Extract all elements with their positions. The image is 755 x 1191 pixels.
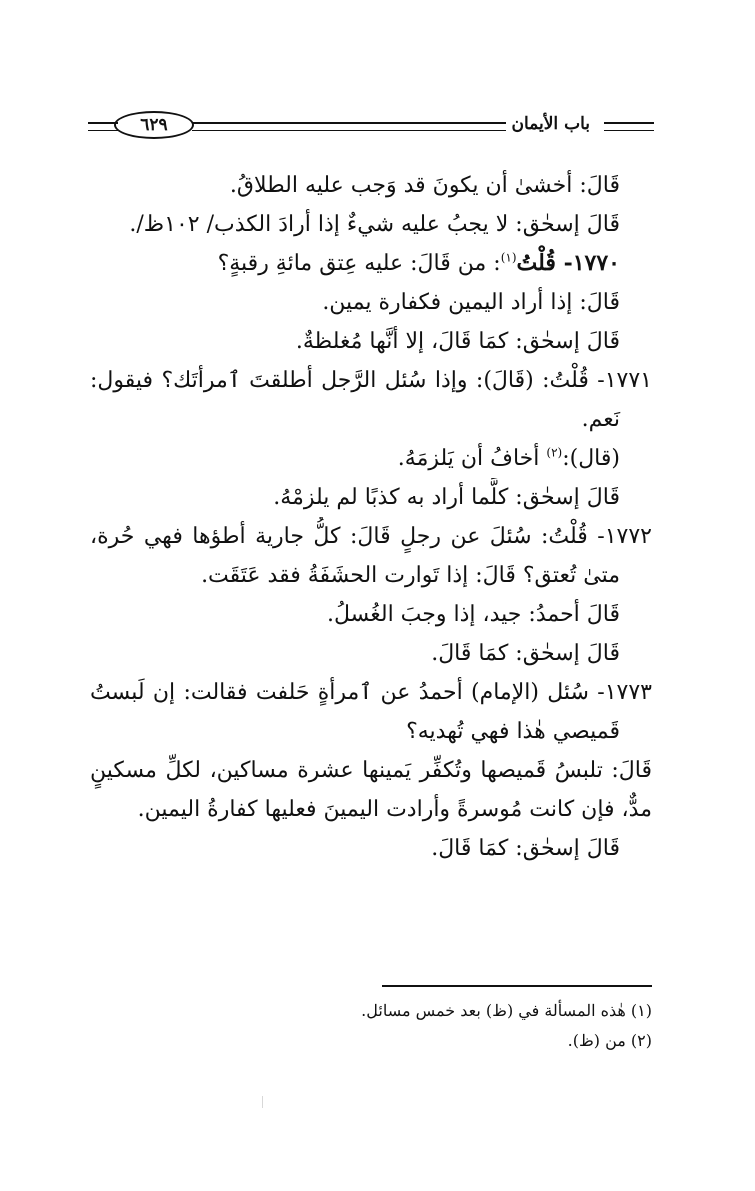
text-line: قَالَ أحمدُ: جيد، إذا وجبَ الغُسلُ. <box>326 602 620 627</box>
footnote-ref-2: (٢) <box>546 445 563 460</box>
text-line: قَالَ: أخشىٰ أن يكونَ قد وَجب عليه الطلاقُ. <box>229 173 620 198</box>
footnotes <box>90 996 652 1056</box>
text-segment: (قال): <box>562 446 620 471</box>
text-line: قَالَ إسحٰق: كمَا قَالَ. <box>431 641 620 666</box>
main-text <box>90 166 652 868</box>
header-rule-middle <box>192 122 506 131</box>
issue-heading: ١٧٧٠- قُلْتُ <box>516 250 620 276</box>
text-line: قَالَ إسحٰق: كلَّما أراد به كذبًا لم يلزمْهُ. <box>273 485 620 510</box>
footnote-divider <box>382 985 652 987</box>
text-line: قَالَ إسحٰق: كمَا قَالَ. <box>431 836 620 861</box>
chapter-title: باب الأيمان <box>511 114 590 134</box>
text-line-with-ref <box>90 439 652 478</box>
issue-1772-line: ١٧٧٢- قُلْتُ: سُئلَ عن رجلٍ قَالَ: كلُّ جارية أطؤها فهي حُرة، <box>90 524 652 549</box>
page-header <box>88 108 654 148</box>
footnote-1: (١) هٰذه المسألة في (ظ) بعد خمس مسائل. <box>361 1001 652 1020</box>
text-line: مدٌّ، فإن كانت مُوسرةً وأرادت اليمينَ فعليها كفارةُ اليمين. <box>137 797 652 822</box>
header-rule-right <box>604 122 654 131</box>
text-line: قَالَ: إذا أراد اليمين فكفارة يمين. <box>322 290 620 315</box>
issue-1773-line: ١٧٧٣- سُئل (الإمام) أحمدُ عن ٱمرأةٍ حَلفت فقالت: إن لَبستُ <box>90 680 652 705</box>
footnote-ref-1: (١) <box>500 250 517 265</box>
header-rule-left <box>88 122 118 131</box>
footnote-2: (٢) من (ظ). <box>567 1031 652 1050</box>
issue-1771-line: ١٧٧١- قُلْتُ: (قَالَ): وإذا سُئل الرَّجل أطلقتَ ٱمرأتَك؟ فيقول: <box>90 368 652 393</box>
text-line: متىٰ تُعتق؟ قَالَ: إذا تَوارت الحشَفَةُ فقد عَتَقَت. <box>201 563 620 588</box>
text-segment: أخافُ أن يَلزمَهُ. <box>397 446 547 471</box>
text-line: قَالَ إسحٰق: لا يجبُ عليه شيءٌ إذا أرادَ الكذب/ ١٠٢ظ/. <box>129 212 620 237</box>
text-line: قَالَ إسحٰق: كمَا قَالَ، إلا أنَّها مُغلظةٌ. <box>295 329 620 354</box>
page-number: ٦٢٩ <box>114 111 194 139</box>
text-line: قَالَ: تلبسُ قَميصها وتُكفِّر يَمينها عشرة مساكين، لكلِّ مسكينٍ <box>90 758 652 783</box>
text-segment: : من قَالَ: عليه عِتق مائةِ رقبةٍ؟ <box>217 251 501 276</box>
issue-1770-line <box>90 244 652 283</box>
scan-mark <box>262 1096 263 1108</box>
text-line: نَعم. <box>581 407 620 432</box>
text-line: قَميصي هٰذا فهي تُهديه؟ <box>406 719 620 744</box>
